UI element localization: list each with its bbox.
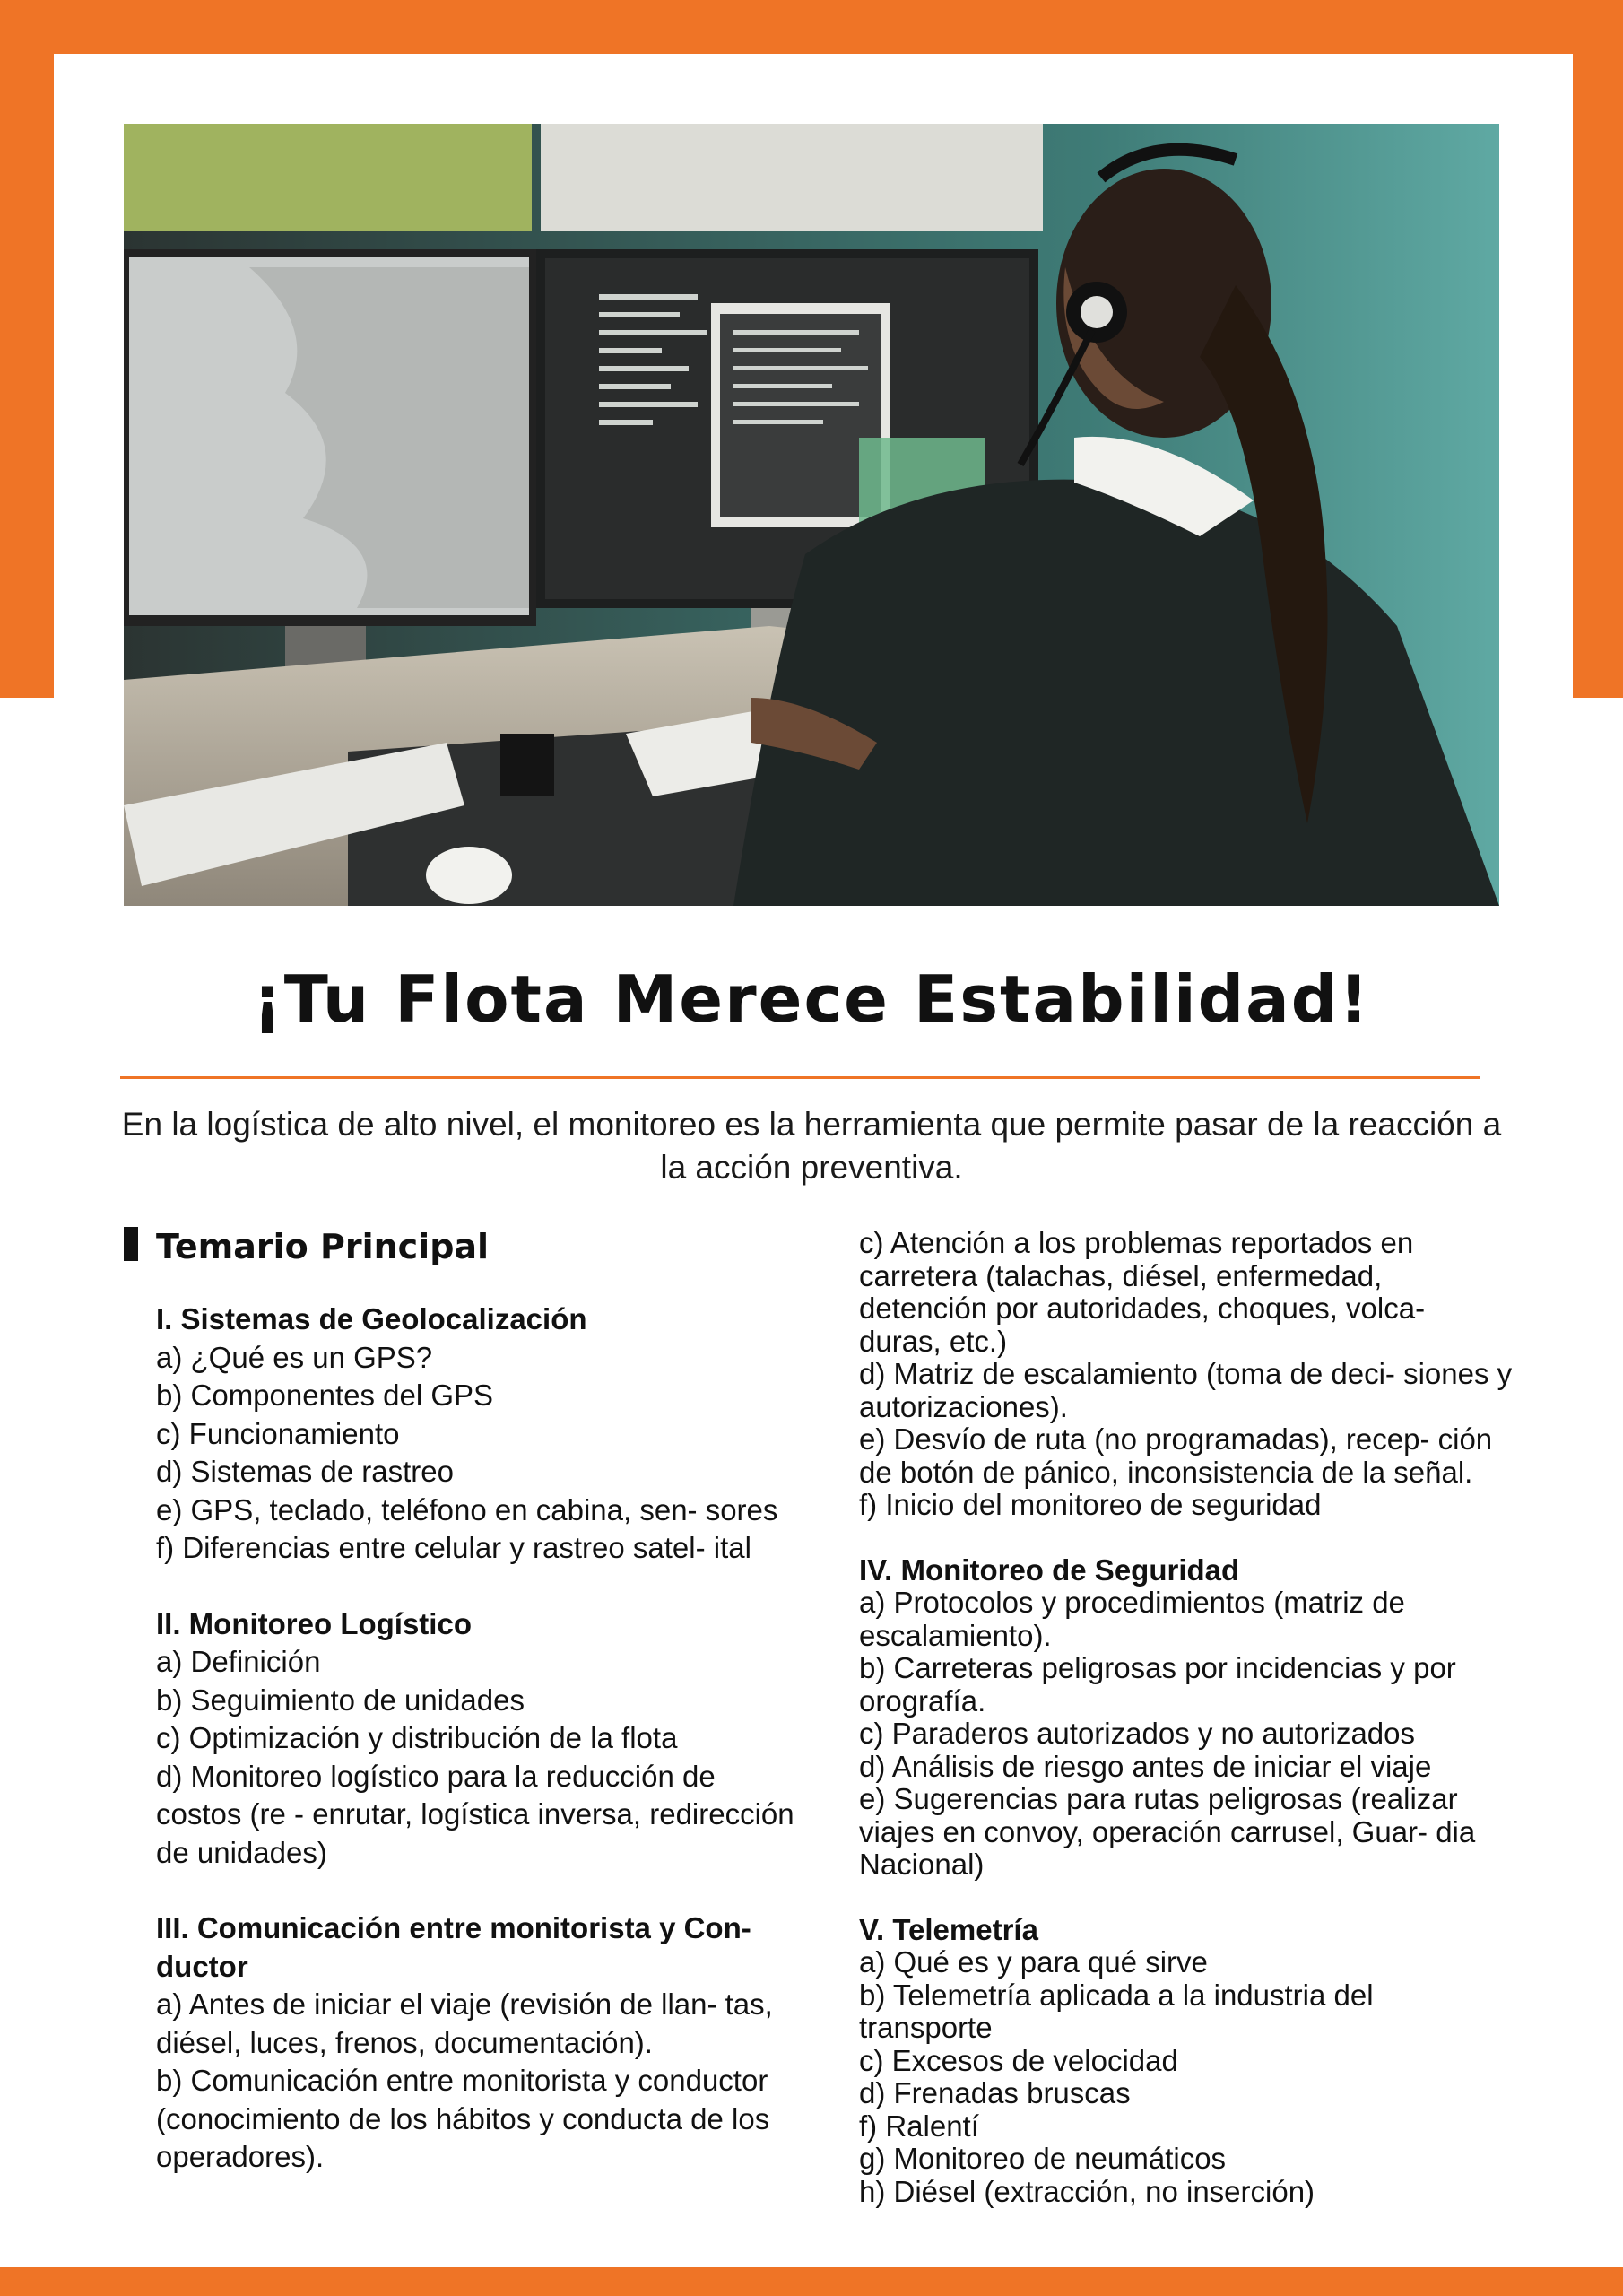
syllabus-left-column [156,1300,802,2214]
syllabus-item: c) Optimización y distribución de la flota [156,1721,678,1754]
section-title: Temario Principal [156,1227,490,1266]
syllabus-item: b) Carreteras peligrosas por incidencias y por orografía. [859,1651,1456,1718]
syllabus-section-continued [859,1227,1514,1522]
syllabus-item: e) Sugerencias para rutas peligrosas (realizar viajes en convoy, operación carrusel, Guar- dia Nacional) [859,1782,1476,1881]
syllabus-right-column [859,1227,1514,2240]
syllabus-item: g) Monitoreo de neumáticos [859,2142,1227,2175]
bottom-accent-bar [0,2267,1623,2296]
syllabus-item: f) Ralentí [859,2109,979,2143]
syllabus-section [156,1300,802,1568]
syllabus-item: a) Definición [156,1645,321,1678]
syllabus-item: e) Desvío de ruta (no programadas), recep- ción de botón de pánico, inconsistencia de la señal. [859,1422,1493,1489]
syllabus-item: d) Análisis de riesgo antes de iniciar el viaje [859,1749,1432,1783]
syllabus-section-title: I. Sistemas de Geolocalización [156,1302,587,1335]
page-title: ¡Tu Flota Merece Estabilidad! [252,961,1371,1037]
syllabus-item: a) ¿Qué es un GPS? [156,1340,433,1374]
syllabus-section-title: IV. Monitoreo de Seguridad [859,1552,1240,1587]
syllabus-item: a) Antes de iniciar el viaje (revisión de llan- tas, diésel, luces, frenos, documentación). [156,1987,773,2059]
syllabus-section [156,1605,802,1873]
syllabus-item: a) Qué es y para qué sirve [859,1945,1208,1979]
syllabus-item: h) Diésel (extracción, no inserción) [859,2174,1315,2208]
intro-paragraph: En la logística de alto nivel, el monitoreo es la herramienta que permite pasar de la reacción a la acción preventiva. [121,1106,1502,1186]
syllabus-item: d) Sistemas de rastreo [156,1455,454,1488]
syllabus-item: b) Seguimiento de unidades [156,1683,525,1717]
syllabus-item: d) Monitoreo logístico para la reducción de costos (re - enrutar, logística inversa, redirección de unidades) [156,1759,794,1869]
syllabus-item: e) GPS, teclado, teléfono en cabina, sen- sores [156,1492,778,1526]
section-marker [124,1227,138,1261]
syllabus-section-title: II. Monitoreo Logístico [156,1606,472,1640]
syllabus-item: f) Inicio del monitoreo de seguridad [859,1488,1322,1521]
syllabus-item: d) Frenadas bruscas [859,2076,1131,2109]
syllabus-item: c) Excesos de velocidad [859,2043,1178,2077]
syllabus-item: f) Diferencias entre celular y rastreo satel- ital [156,1531,751,1564]
title-divider [120,1076,1480,1079]
syllabus-item: d) Matriz de escalamiento (toma de deci- siones y autorizaciones). [859,1357,1513,1423]
syllabus-item: c) Paraderos autorizados y no autorizados [859,1717,1416,1750]
syllabus-item: b) Componentes del GPS [156,1378,494,1412]
syllabus-item: a) Protocolos y procedimientos (matriz de escalamiento). [859,1586,1405,1652]
monitoring-operator-photo [124,124,1499,906]
syllabus-section-title: V. Telemetría [859,1912,1038,1946]
syllabus-item: c) Atención a los problemas reportados en carretera (talachas, diésel, enfermedad, detención por autoridades, choques, volca- duras, etc.) [859,1226,1426,1358]
syllabus-section [859,1914,1514,2209]
syllabus-section-title: III. Comunicación entre monitorista y Con- ductor [156,1911,751,1983]
syllabus-section [156,1909,802,2177]
syllabus-item: c) Funcionamiento [156,1416,400,1450]
syllabus-item: b) Telemetría aplicada a la industria del transporte [859,1978,1374,2044]
syllabus-item: b) Comunicación entre monitorista y conductor (conocimiento de los hábitos y conducta de los operadores). [156,2064,770,2173]
syllabus-section [859,1554,1514,1882]
